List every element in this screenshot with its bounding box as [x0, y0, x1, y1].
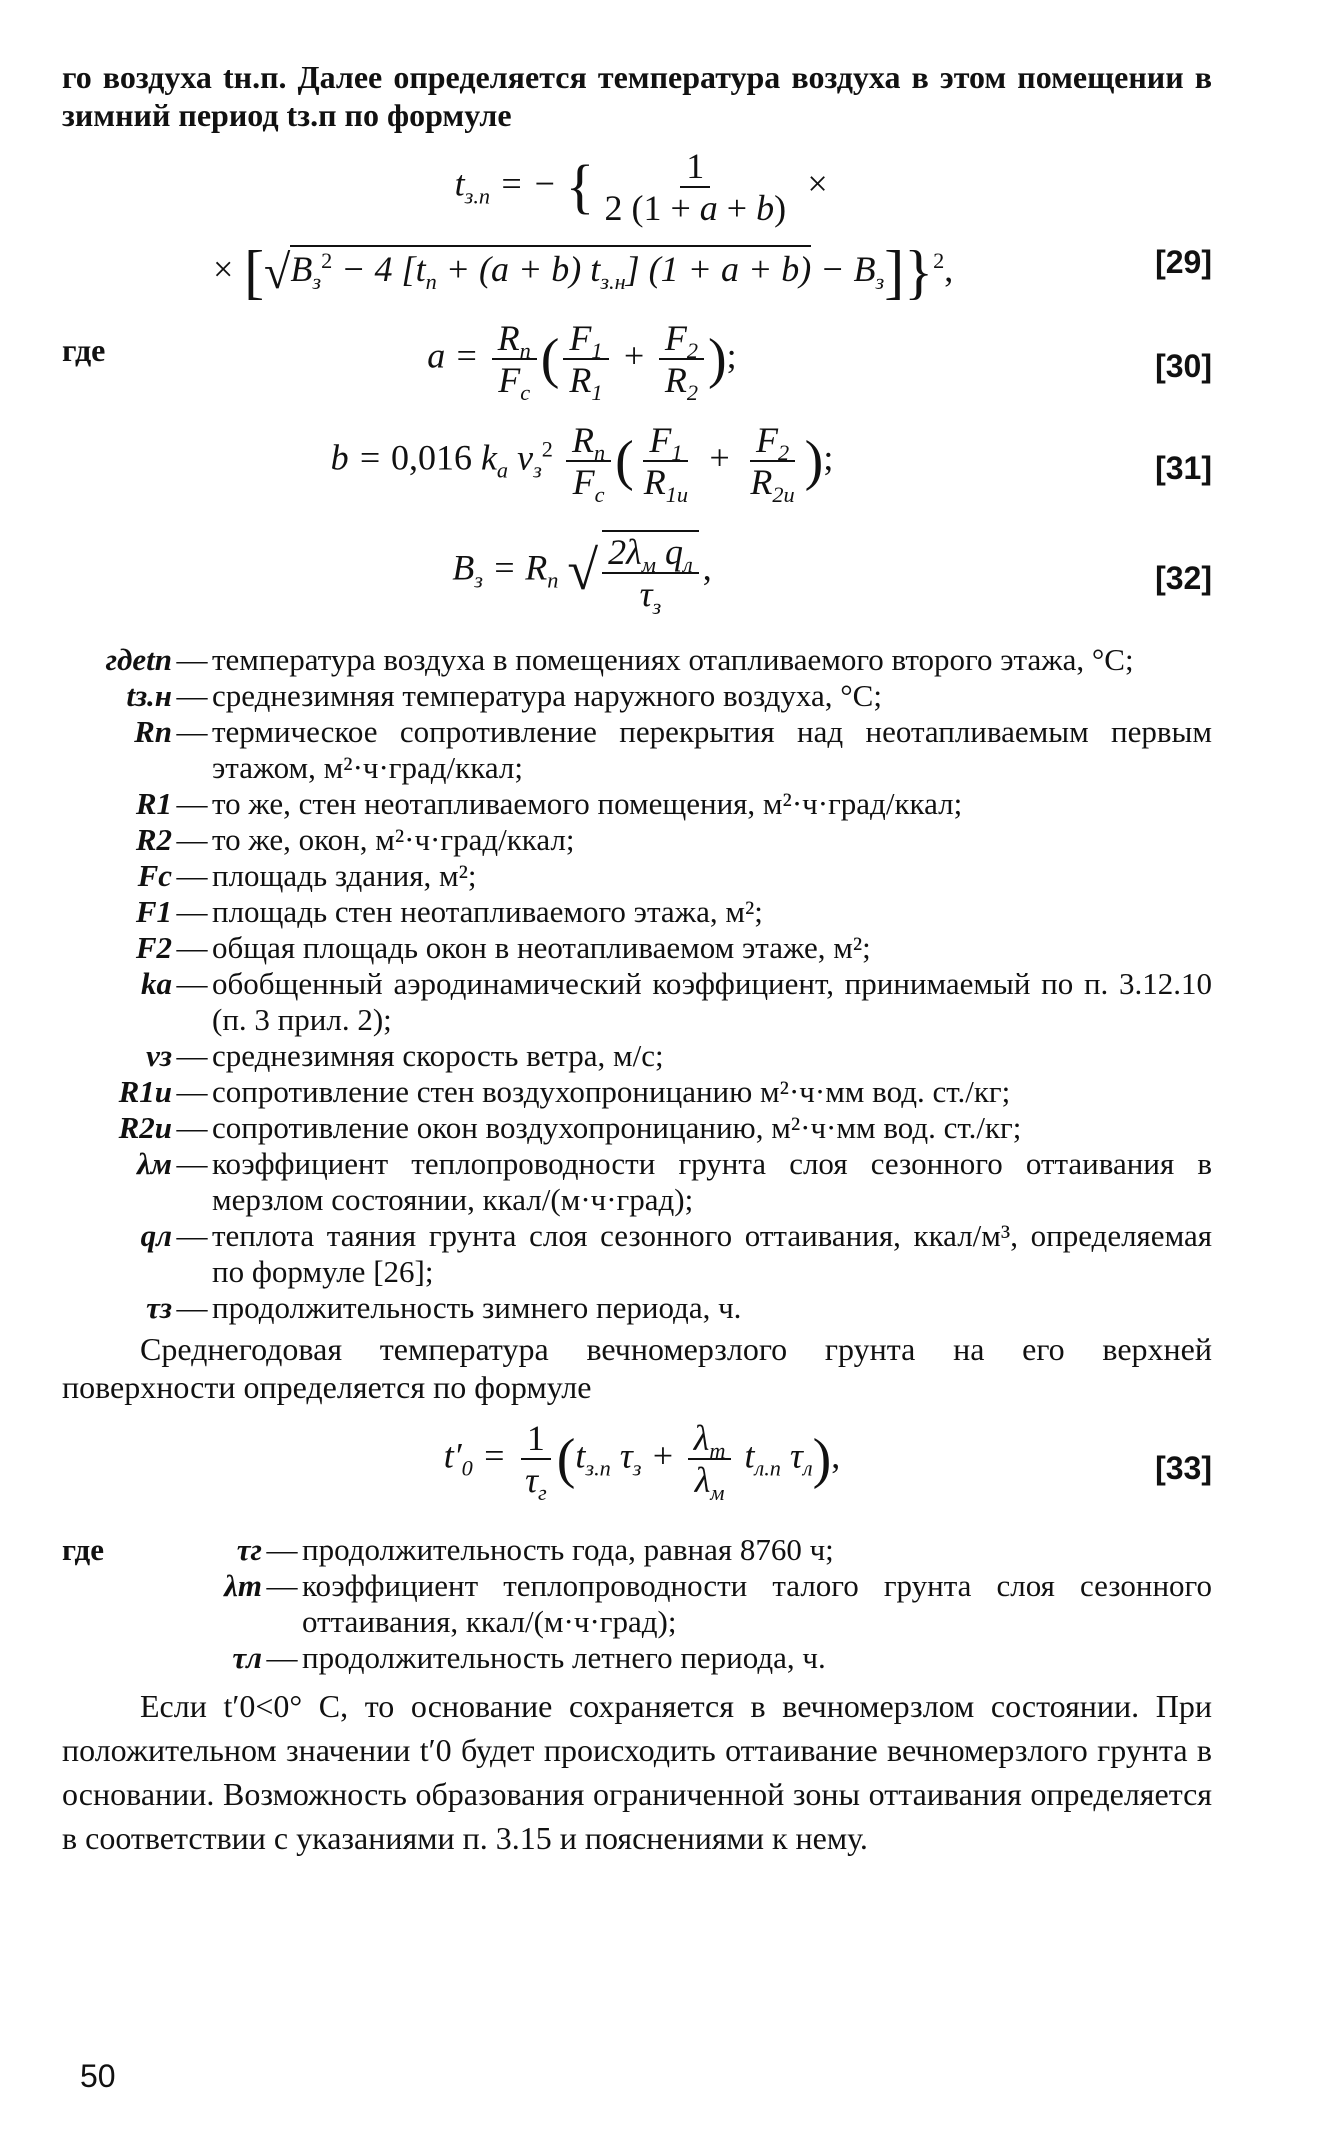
equation-31-number: [31]	[1155, 450, 1212, 486]
definition-item: Rп — термическое сопротивление перекрытия над неотапливаемым первым этажом, м²·ч·град/ккал;	[134, 714, 1212, 785]
definition-item: λм — коэффициент теплопроводности грунта слоя сезонного оттаивания в мерзлом состоянии, ккал/(м·ч·град);	[137, 1146, 1212, 1217]
equation-29-line1: $t_{з.п}$ = − { $\frac{1}{2 (1 + a + b)}$ ×	[454, 146, 830, 228]
definition-item: vз — среднезимняя скорость ветра, м/с;	[146, 1038, 664, 1073]
definition-item: Fс — площадь здания, м²;	[137, 858, 477, 893]
definition-item: R2 — то же, окон, м²·ч·град/ккал;	[135, 822, 575, 857]
definition-item: λт — коэффициент теплопроводности талого грунта слоя сезонного оттаивания, ккал/(м·ч·град);	[224, 1568, 1212, 1639]
equation-29-line2: × [$√B_з^2 - 4$ [$t_п + (a + b)$ $t_{з.н}$] $(1 + a + b) - B_з]\}^2$,	[210, 239, 954, 305]
definitions-list-2	[62, 1532, 1212, 1676]
definition-item: гдеtп — температура воздуха в помещениях отапливаемого второго этажа, °С;	[105, 642, 1134, 677]
definition-item: R1 — то же, стен неотапливаемого помещения, м²·ч·град/ккал;	[135, 786, 963, 821]
equation-29	[62, 148, 1212, 320]
paragraph-mean-annual: Среднегодовая температура вечномерзлого грунта на его верхней поверхности определяется по формуле	[62, 1331, 1212, 1405]
equation-30	[62, 320, 1212, 412]
equation-32	[62, 530, 1212, 634]
equation-30-formula: a = $R_п$ $F_с$ ( $\frac{F_1}{R_1}$ + $\frac{F_2}{R_2}$ );	[427, 318, 737, 406]
definition-item: qл — теплота таяния грунта слоя сезонного оттаивания, ккал/м³, определяемая по формуле [26];	[140, 1218, 1212, 1289]
page-number: 50	[80, 2058, 116, 2094]
gde-label: где	[62, 332, 106, 368]
paragraph-conclusion: Если t′0<0° С, то основание сохраняется в вечномерзлом состоянии. При положительном значении t′0 будет происходить оттаивание вечномерзлого грунта в основании. Возможность образования ограниченной зоны оттаивания определяется в соответствии с указаниями п. 3.15 и пояснениями к нему.	[62, 1688, 1212, 1856]
definition-item: τл — продолжительность летнего периода, ч.	[232, 1640, 826, 1675]
equation-31	[62, 422, 1212, 522]
equation-32-formula: $B_з = R_п$ √ $2\lambda_м$ $q_л$ $\tau_з$ ,	[452, 532, 712, 620]
definition-item: F1 — площадь стен неотапливаемого этажа, м²;	[135, 894, 763, 929]
definition-item: R2и — сопротивление окон воздухопроницанию, м²·ч·мм вод. ст./кг;	[118, 1110, 1022, 1145]
intro-paragraph: го воздуха tн.п. Далее определяется температура воздуха в этом помещении в зимний период tз.п по формуле	[62, 59, 1212, 133]
definition-item: F2 — общая площадь окон в неотапливаемом этаже, м²;	[135, 930, 871, 965]
equation-31-formula: b = 0,016 $k_а$ $v_з^2$ $R_п$ $F_с$ ( $F_1$ $R_{1и}$ + $F_2$ $R_{2и}$ );	[330, 420, 834, 508]
definition-item: tз.н — среднезимняя температура наружного воздуха, °С;	[126, 678, 882, 713]
equation-33-number: [33]	[1155, 1450, 1212, 1486]
definition-item: kа — обобщенный аэродинамический коэффициент, принимаемый по п. 3.12.10 (п. 3 прил. 2);	[141, 966, 1212, 1037]
equation-30-number: [30]	[1155, 348, 1212, 384]
equation-29-number: [29]	[1155, 244, 1212, 280]
definition-item: τз — продолжительность зимнего периода, ч.	[146, 1290, 742, 1325]
equation-33-formula: $t'_0$ = 1 $\tau_г$ ($t_{з.п}$ $\tau_з$ + $\lambda_т$ $\lambda_м$ $t_{л.п}$ $\tau_л$),	[443, 1418, 841, 1506]
equation-33	[62, 1420, 1212, 1524]
definition-item: R1и — сопротивление стен воздухопроницанию м²·ч·мм вод. ст./кг;	[118, 1074, 1011, 1109]
definition-item: τг — продолжительность года, равная 8760 ч;	[236, 1532, 834, 1567]
page-content	[62, 58, 1212, 1860]
gde-label-2: где	[62, 1532, 104, 1567]
equation-32-number: [32]	[1155, 560, 1212, 596]
definitions-list	[62, 642, 1212, 1326]
